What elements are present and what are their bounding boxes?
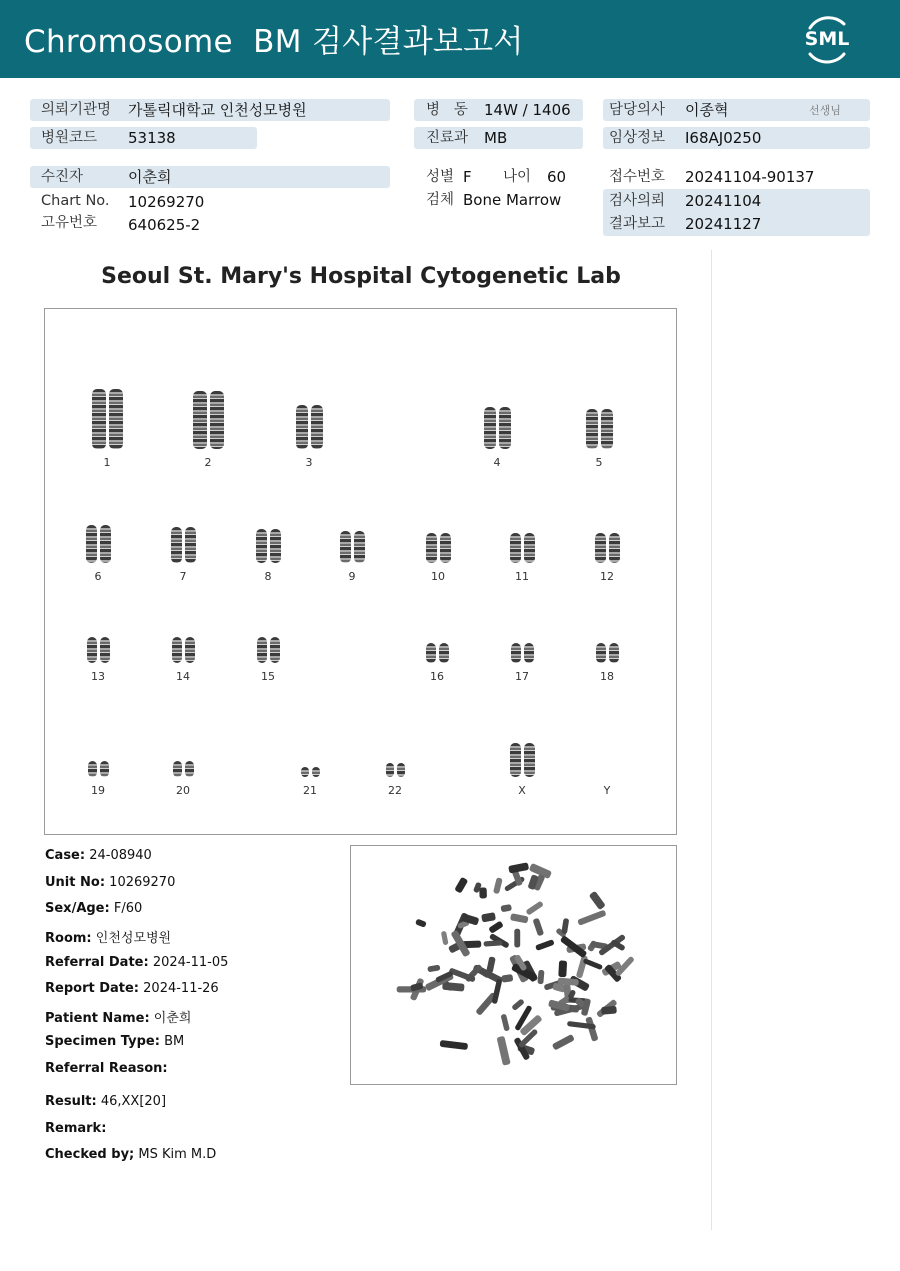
metaphase-chromosome bbox=[501, 1014, 510, 1032]
result-value: 46,XX[20] bbox=[100, 1094, 167, 1109]
chart-no-label: Chart No. bbox=[41, 193, 110, 209]
chromosome-5-2 bbox=[601, 409, 613, 449]
chromosome-15-2 bbox=[270, 637, 280, 663]
metaphase-chromosome bbox=[415, 919, 427, 928]
chromosome-13-1 bbox=[87, 637, 97, 663]
chromosome-12-2 bbox=[609, 533, 620, 563]
report-date-value: 20241127 bbox=[685, 215, 762, 233]
room-label: Room: bbox=[45, 931, 92, 946]
report-date-label-b: Report Date: bbox=[45, 981, 140, 996]
metaphase-chromosome bbox=[577, 910, 606, 926]
chromosome-21-2 bbox=[312, 767, 320, 777]
remark-label: Remark: bbox=[45, 1121, 107, 1136]
chromosome-4-1 bbox=[484, 407, 496, 449]
chromosome-pair-2 bbox=[188, 391, 228, 449]
chromosome-label-20: 20 bbox=[176, 784, 190, 797]
metaphase-chromosome bbox=[537, 970, 544, 985]
chromosome-label-3: 3 bbox=[305, 456, 313, 469]
report-date-value-b: 2024-11-26 bbox=[143, 981, 219, 996]
chromosome-3-1 bbox=[296, 405, 308, 449]
metaphase-chromosome bbox=[533, 918, 545, 937]
chromosome-17-2 bbox=[524, 643, 534, 663]
receipt-no-label: 접수번호 bbox=[609, 169, 666, 185]
chromosome-11-2 bbox=[524, 533, 535, 563]
chromosome-label-1: 1 bbox=[103, 456, 111, 469]
lab-title: Seoul St. Mary's Hospital Cytogenetic Lab bbox=[101, 264, 621, 289]
chromosome-pair-21 bbox=[290, 767, 330, 777]
chromosome-label-22: 22 bbox=[388, 784, 402, 797]
clinical-info-label: 임상정보 bbox=[609, 130, 666, 146]
chromosome-9-2 bbox=[354, 531, 365, 563]
ward-label: 병 동 bbox=[426, 102, 468, 118]
doctor-suffix: 선생님 bbox=[809, 104, 841, 117]
report-header bbox=[0, 0, 900, 78]
chromosome-pair-X bbox=[502, 743, 542, 777]
chromosome-21-1 bbox=[301, 767, 309, 777]
patient-label: 수진자 bbox=[41, 169, 84, 185]
metaphase-chromosome bbox=[479, 887, 487, 898]
referral-date-value: 2024-11-05 bbox=[152, 955, 229, 970]
unique-no-label: 고유번호 bbox=[41, 215, 98, 231]
chromosome-pair-15 bbox=[248, 637, 288, 663]
metaphase-chromosome bbox=[441, 931, 449, 946]
metaphase-chromosome bbox=[500, 904, 512, 912]
patient-name-value: 이춘희 bbox=[153, 1011, 192, 1026]
department-value: MB bbox=[484, 129, 508, 147]
chromosome-label-7: 7 bbox=[179, 570, 187, 583]
doctor-label: 담당의사 bbox=[609, 102, 666, 118]
chromosome-label-4: 4 bbox=[493, 456, 501, 469]
metaphase-image bbox=[350, 845, 677, 1085]
metaphase-chromosome bbox=[481, 912, 496, 922]
unit-line bbox=[45, 875, 175, 890]
referral-reason-line bbox=[45, 1061, 168, 1076]
chromosome-8-2 bbox=[270, 529, 281, 563]
chromosome-18-1 bbox=[596, 643, 606, 663]
result-line bbox=[45, 1094, 166, 1109]
metaphase-chromosome bbox=[561, 918, 569, 934]
chromosome-pair-11 bbox=[502, 533, 542, 563]
sexage-value: F/60 bbox=[113, 901, 143, 916]
chromosome-label-9: 9 bbox=[348, 570, 356, 583]
checked-line bbox=[45, 1147, 216, 1162]
metaphase-chromosome bbox=[440, 1040, 469, 1050]
room-line bbox=[45, 927, 171, 946]
logo-text: SML bbox=[804, 28, 850, 50]
patient-value: 이춘희 bbox=[128, 168, 172, 186]
doctor-value: 이종혁 bbox=[685, 101, 729, 119]
case-line bbox=[45, 848, 152, 863]
referral-date-line bbox=[45, 955, 228, 970]
chromosome-pair-1 bbox=[87, 389, 127, 449]
request-date-value: 20241104 bbox=[685, 192, 762, 210]
report-title: Chromosome BM 검사결과보고서 bbox=[24, 24, 524, 60]
chromosome-label-8: 8 bbox=[264, 570, 272, 583]
chromosome-20-2 bbox=[185, 761, 194, 777]
metaphase-chromosome bbox=[493, 877, 503, 894]
hospital-code-value: 53138 bbox=[128, 129, 176, 147]
chromosome-label-12: 12 bbox=[600, 570, 614, 583]
chromosome-1-2 bbox=[109, 389, 123, 449]
report-date-line bbox=[45, 981, 219, 996]
sexage-line bbox=[45, 901, 142, 916]
institution-value: 가톨릭대학교 인천성모병원 bbox=[128, 101, 307, 119]
chromosome-label-5: 5 bbox=[595, 456, 603, 469]
chromosome-pair-16 bbox=[417, 643, 457, 663]
metaphase-chromosome bbox=[511, 998, 525, 1011]
karyogram bbox=[44, 308, 677, 835]
report-date-label: 결과보고 bbox=[609, 216, 666, 232]
metaphase-chromosome bbox=[501, 974, 513, 983]
chromosome-10-1 bbox=[426, 533, 437, 563]
metaphase-spread bbox=[351, 846, 677, 1085]
specimen-type-value: BM bbox=[164, 1034, 185, 1049]
sex-value: F bbox=[463, 168, 472, 186]
chromosome-5-1 bbox=[586, 409, 598, 449]
specimen-type-label: Specimen Type: bbox=[45, 1034, 160, 1049]
chromosome-label-18: 18 bbox=[600, 670, 614, 683]
metaphase-chromosome bbox=[442, 982, 464, 992]
metaphase-chromosome bbox=[454, 877, 468, 894]
patient-name-line bbox=[45, 1007, 191, 1026]
chromosome-18-2 bbox=[609, 643, 619, 663]
chromosome-22-2 bbox=[397, 763, 405, 777]
chromosome-label-19: 19 bbox=[91, 784, 105, 797]
chromosome-14-2 bbox=[185, 637, 195, 663]
chromosome-2-2 bbox=[210, 391, 224, 449]
chromosome-11-1 bbox=[510, 533, 521, 563]
metaphase-chromosome bbox=[576, 955, 588, 979]
chromosome-pair-20 bbox=[163, 761, 203, 777]
unit-label: Unit No: bbox=[45, 875, 106, 890]
chromosome-label-16: 16 bbox=[430, 670, 444, 683]
chromosome-pair-5 bbox=[579, 409, 619, 449]
specimen-value: Bone Marrow bbox=[463, 191, 562, 209]
unique-no-value: 640625-2 bbox=[128, 216, 201, 234]
sexage-label: Sex/Age: bbox=[45, 901, 110, 916]
chromosome-22-1 bbox=[386, 763, 394, 777]
checked-value: MS Kim M.D bbox=[138, 1147, 217, 1162]
patient-name-label: Patient Name: bbox=[45, 1011, 150, 1026]
chromosome-12-1 bbox=[595, 533, 606, 563]
chromosome-pair-18 bbox=[587, 643, 627, 663]
chromosome-8-1 bbox=[256, 529, 267, 563]
chromosome-16-1 bbox=[426, 643, 436, 663]
specimen-type-line bbox=[45, 1034, 184, 1049]
room-value: 인천성모병원 bbox=[95, 931, 172, 946]
sex-label: 성별 bbox=[426, 169, 455, 185]
chromosome-label-21: 21 bbox=[303, 784, 317, 797]
metaphase-chromosome bbox=[427, 965, 440, 973]
chromosome-pair-22 bbox=[375, 763, 415, 777]
chromosome-pair-10 bbox=[418, 533, 458, 563]
metaphase-chromosome bbox=[491, 979, 502, 1005]
institution-label: 의뢰기관명 bbox=[41, 102, 112, 118]
chromosome-pair-19 bbox=[78, 761, 118, 777]
chromosome-pair-8 bbox=[248, 529, 288, 563]
case-label: Case: bbox=[45, 848, 86, 863]
metaphase-chromosome bbox=[589, 891, 606, 910]
metaphase-chromosome bbox=[508, 862, 529, 873]
unit-value: 10269270 bbox=[109, 875, 176, 890]
age-label: 나이 bbox=[503, 169, 532, 185]
chromosome-label-17: 17 bbox=[515, 670, 529, 683]
chromosome-7-2 bbox=[185, 527, 196, 563]
metaphase-chromosome bbox=[525, 901, 544, 916]
case-value: 24-08940 bbox=[89, 848, 152, 863]
metaphase-chromosome bbox=[535, 939, 555, 951]
metaphase-chromosome bbox=[558, 960, 567, 977]
chromosome-3-2 bbox=[311, 405, 323, 449]
referral-date-label: Referral Date: bbox=[45, 955, 149, 970]
chromosome-15-1 bbox=[257, 637, 267, 663]
chromosome-label-14: 14 bbox=[176, 670, 190, 683]
patient-bar bbox=[30, 166, 390, 188]
chromosome-6-2 bbox=[100, 525, 111, 563]
chromosome-X-2 bbox=[524, 743, 535, 777]
chromosome-19-1 bbox=[88, 761, 97, 777]
chromosome-pair-17 bbox=[502, 643, 542, 663]
chromosome-16-2 bbox=[439, 643, 449, 663]
checked-label: Checked by; bbox=[45, 1147, 135, 1162]
referral-reason-label: Referral Reason: bbox=[45, 1061, 168, 1076]
chromosome-9-1 bbox=[340, 531, 351, 563]
chromosome-pair-4 bbox=[477, 407, 517, 449]
chromosome-pair-9 bbox=[332, 531, 372, 563]
ward-value: 14W / 1406 bbox=[484, 101, 571, 119]
chromosome-7-1 bbox=[171, 527, 182, 563]
chromosome-pair-13 bbox=[78, 637, 118, 663]
metaphase-chromosome bbox=[483, 940, 502, 947]
chromosome-label-6: 6 bbox=[94, 570, 102, 583]
metaphase-chromosome bbox=[497, 1036, 511, 1066]
chromosome-1-1 bbox=[92, 389, 106, 449]
chromosome-10-2 bbox=[440, 533, 451, 563]
request-date-label: 검사의뢰 bbox=[609, 193, 666, 209]
chromosome-label-11: 11 bbox=[515, 570, 529, 583]
specimen-label: 검체 bbox=[426, 192, 455, 208]
metaphase-chromosome bbox=[514, 929, 520, 948]
chromosome-label-15: 15 bbox=[261, 670, 275, 683]
metaphase-chromosome bbox=[510, 913, 529, 923]
chromosome-label-X: X bbox=[518, 784, 526, 797]
chromosome-X-1 bbox=[510, 743, 521, 777]
metaphase-chromosome bbox=[552, 1034, 575, 1051]
sml-logo bbox=[798, 10, 856, 68]
chromosome-20-1 bbox=[173, 761, 182, 777]
chromosome-4-2 bbox=[499, 407, 511, 449]
chromosome-2-1 bbox=[193, 391, 207, 449]
chromosome-pair-3 bbox=[289, 405, 329, 449]
clinical-info-value: I68AJ0250 bbox=[685, 129, 762, 147]
chromosome-17-1 bbox=[511, 643, 521, 663]
chromosome-pair-6 bbox=[78, 525, 118, 563]
chromosome-label-13: 13 bbox=[91, 670, 105, 683]
chromosome-label-2: 2 bbox=[204, 456, 212, 469]
chromosome-pair-7 bbox=[163, 527, 203, 563]
receipt-no-value: 20241104-90137 bbox=[685, 168, 815, 186]
chromosome-label-10: 10 bbox=[431, 570, 445, 583]
chromosome-6-1 bbox=[86, 525, 97, 563]
chromosome-label-Y: Y bbox=[603, 784, 611, 797]
metaphase-chromosome bbox=[488, 921, 504, 934]
remark-line bbox=[45, 1121, 106, 1136]
chromosome-19-2 bbox=[100, 761, 109, 777]
chromosome-13-2 bbox=[100, 637, 110, 663]
chromosome-pair-12 bbox=[587, 533, 627, 563]
chart-no-value: 10269270 bbox=[128, 193, 205, 211]
metaphase-chromosome bbox=[601, 1006, 617, 1015]
department-label: 진료과 bbox=[426, 130, 469, 146]
age-value: 60 bbox=[547, 168, 567, 186]
chromosome-pair-14 bbox=[163, 637, 203, 663]
page-divider bbox=[711, 250, 712, 1230]
hospital-code-label: 병원코드 bbox=[41, 130, 98, 146]
result-label: Result: bbox=[45, 1094, 97, 1109]
chromosome-14-1 bbox=[172, 637, 182, 663]
